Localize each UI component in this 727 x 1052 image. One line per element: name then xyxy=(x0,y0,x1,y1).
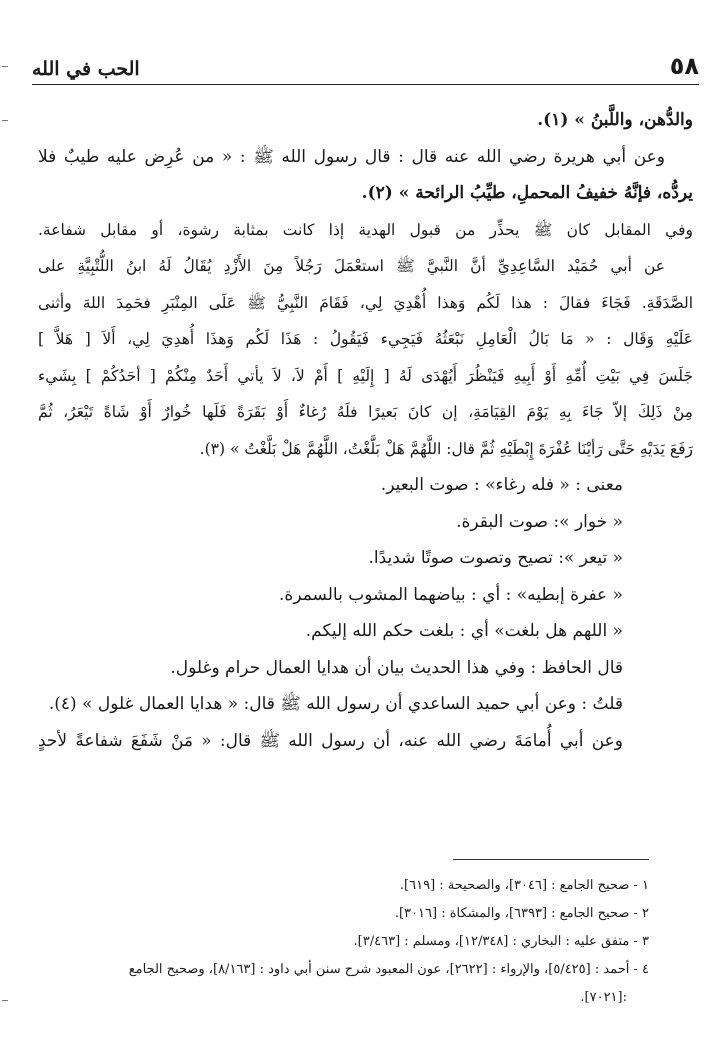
text-line: وعن أبي هريرة رضي الله عنه قال : قال رسول الله ﷺ : « من عُرِض عليه طيبٌ فلا xyxy=(38,146,665,167)
text-line: عن أبي حُمَيْد السَّاعِدِيِّ أنَّ النَّبيَّ ﷺ استعْمَلَ رَجُلاً مِنَ الأَزْدِ يُقَالُ لَهُ ابنُ اللُّتْبِيَّةِ على xyxy=(38,257,665,275)
text-line: جَلَسَ فِي بَيْتِ أُمِّهِ أَوْ أَبِيهِ فَيَنْظُرَ أَيُهْدَى لَهُ [ إِلَيْهِ ] أَمْ لاَ، لاَ يأتي أَحَدٌ مِنْكُمْ [ أحَدُكُمْ ] بِشَيء xyxy=(38,366,693,385)
text-line: « تيعر »: تصيح وتصوت صوتًا شديدًا. xyxy=(368,548,623,568)
text-line: وفي المقابل كان ﷺ يحذِّر من قبول الهدية إذا كانت بمثابة رشوة، أو مقابل شفاعة. xyxy=(38,220,693,239)
text-line: رَفَعَ يَدَيْهِ حَتَّى رَأيْنَا عُفْرَةَ إِبْطَيْهِ ثُمَّ قال: اللَّهُمَّ هَلْ بَلَّغْتُ، اللَّهُمَّ هَلْ بَلَّغْتُ » (٣). xyxy=(199,439,693,458)
text-line: قال الحافظ : وفي هذا الحديث بيان أن هدايا العمال حرام وغلول. xyxy=(170,657,623,678)
text-line: الصَّدَقَةِ. فَجَاءَ فقالَ : هذا لَكُم وَهذا أُهْدِيَ لِي، فَقَامَ النَّبِيُّ ﷺ عَلَى المِنْبَرِ فحَمِدَ اللهَ وأثنى xyxy=(38,293,693,312)
text-line: وعن أبي أُمامَةَ رضي الله عنه، أن رسول الله ﷺ قال: « مَنْ شَفَعَ شفاعةً لأحدٍ xyxy=(38,730,623,751)
text-line: والدُّهن، واللَّبنُ » (١). xyxy=(537,110,693,130)
footnote: ٢ - صحيح الجامع : [٦٣٩٣]، والمشكاة : [٣٠١٦]. xyxy=(394,906,649,921)
text-line: « اللهم هل بلغت» أي : بلغت حكم الله إليكم. xyxy=(305,621,623,641)
footnotes xyxy=(90,872,649,1012)
text-line: « عفرة إبطيه» : أي : بياضهما المشوب بالسمرة. xyxy=(279,584,623,605)
text-line: يردُّه، فإنَّهُ خفيفُ المحملِ، طيِّبُ الرائحة » (٢). xyxy=(361,183,693,203)
page-header xyxy=(32,40,699,85)
footnote: ٣ - متفق عليه : البخاري : [١٢/٣٤٨]، ومسلم : [٣/٤٦٣]. xyxy=(353,934,649,949)
footnote: ٤ - أحمد : [٥/٤٢٥]، والإرواء : [٢٦٢٢]، عون المعبود شرح سنن أبي داود : [٨/١٦٣]، وصحيح الجامع xyxy=(128,962,649,977)
text-line: عَلَيْهِ وَقَال : « مَا بَالُ الْعَامِلِ نَبْعَثُهُ فَيَجِيء فَيَقُولُ : هَذَا لَكُم وَهذَا أُهدِيَ لِي، أَلاَ [ هَلاَّ ] xyxy=(38,330,693,348)
text-line: معنى : « فله رغاء» : صوت البعير. xyxy=(380,475,623,495)
page-edge-mark xyxy=(2,1000,8,1001)
footnote-continuation: :[٧٠٢١]. xyxy=(580,990,627,1005)
page-edge-mark xyxy=(2,66,8,67)
footnote-separator xyxy=(453,859,649,860)
text-line: قلتُ : وعن أبي حميد الساعدي أن رسول الله ﷺ قال: « هدايا العمال غلول » (٤). xyxy=(48,694,623,714)
text-line: « خوار »: صوت البقرة. xyxy=(456,511,623,532)
page-edge-mark xyxy=(2,120,8,121)
text-line: مِنْ ذَلِكَ إلاّ جَاءَ بِهِ يَوْمَ القِيَامَةِ، إن كانَ بَعيرًا فلَهُ رُغاءٌ أَوْ بَقَرَةً فَلَها خُوارٌ أَوْ شَاةً تَيْعَرُ، ثُمَّ xyxy=(38,403,693,421)
footnote: ١ - صحيح الجامع : [٣٠٤٦]، والصحيحة : [٦١٩]. xyxy=(399,878,649,893)
page-number: ٥٨ xyxy=(669,52,699,80)
running-title: الحب في الله xyxy=(32,58,140,80)
page-body xyxy=(38,102,693,759)
